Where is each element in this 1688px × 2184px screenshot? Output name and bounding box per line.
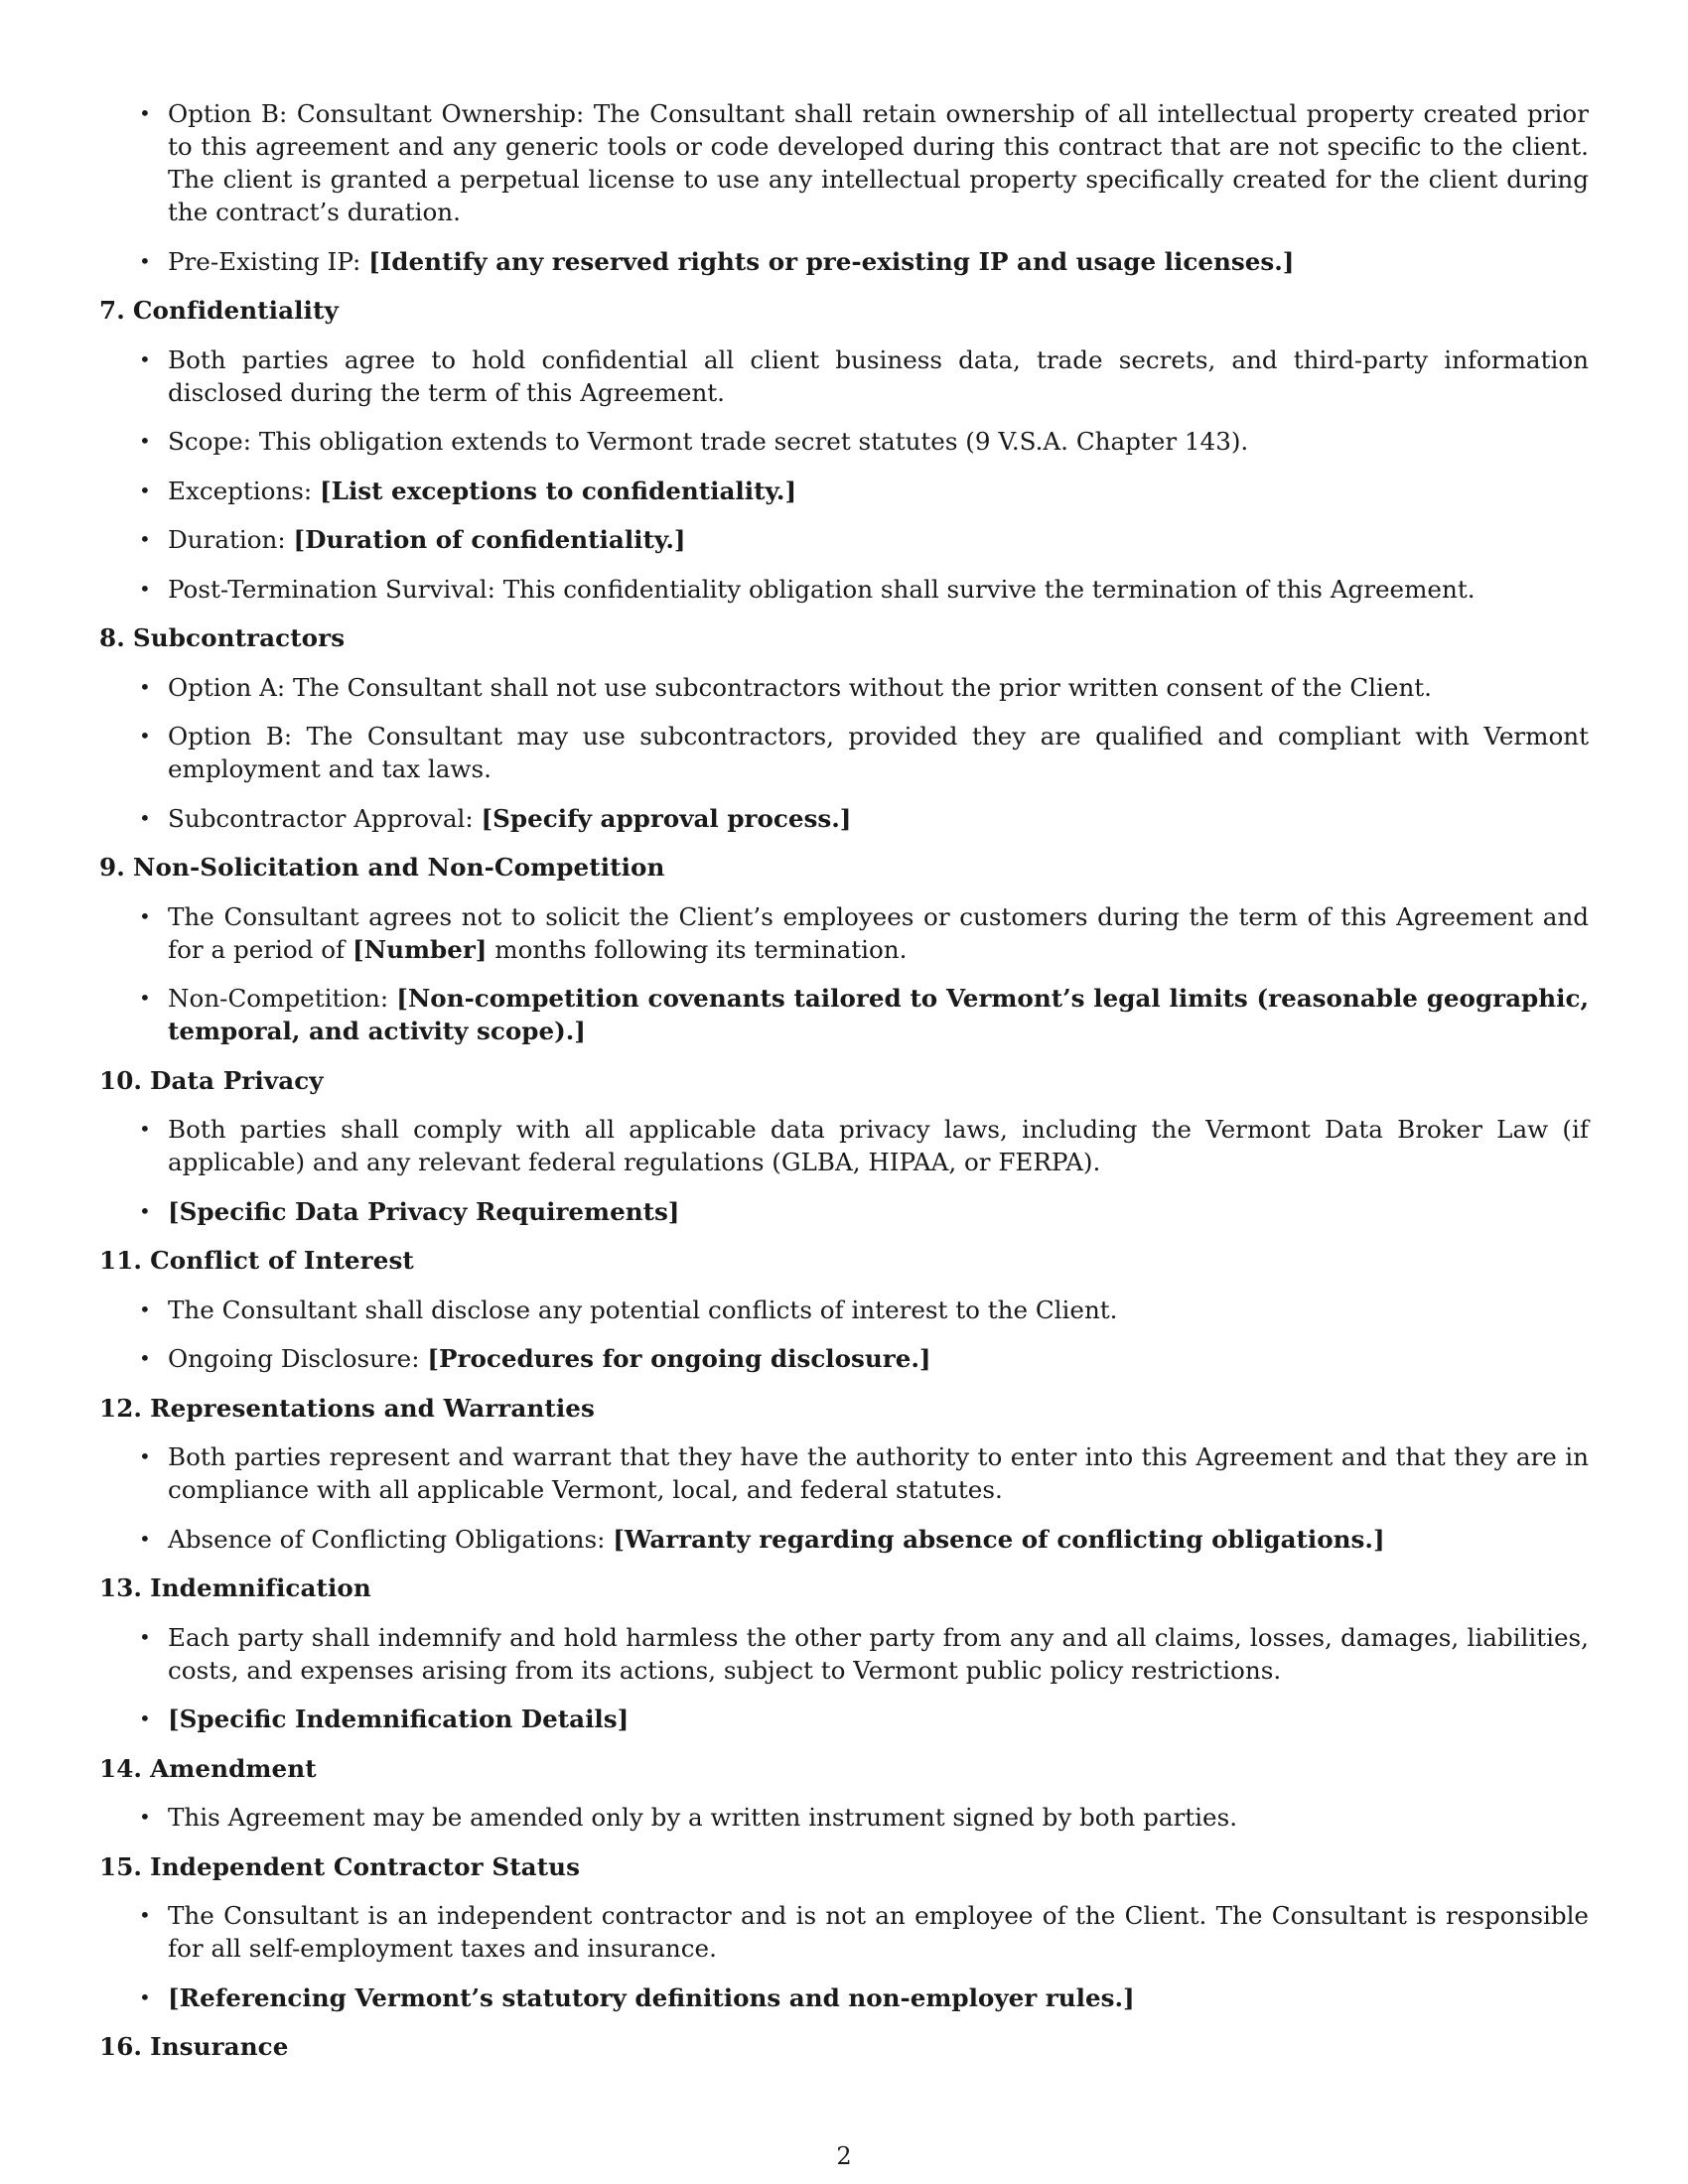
section-number: 11. [99, 1246, 143, 1275]
list-item [99, 343, 1589, 409]
continued-ip-list [99, 97, 1589, 278]
list-item [99, 1195, 1589, 1228]
item-text: Non-Competition: [168, 984, 397, 1013]
placeholder-text: [Specific Indemnification Details] [168, 1705, 630, 1733]
section-title: Amendment [150, 1753, 317, 1783]
list-item [99, 573, 1589, 606]
section-number: 13. [99, 1573, 143, 1602]
section-list [99, 1621, 1589, 1736]
list-item [99, 671, 1589, 704]
item-text: Each party shall indemnify and hold harmless the other party from any and all claims, losses, damages, liabilities, costs, and expenses arising from its actions, subject to Vermont public policy restrictions. [168, 1622, 1589, 1685]
section-heading [99, 1064, 1589, 1097]
section-heading [99, 1244, 1589, 1277]
list-item [99, 1981, 1589, 2014]
list-item [99, 1113, 1589, 1178]
placeholder-text: [List exceptions to confidentiality.] [320, 476, 797, 505]
item-text: Pre-Existing IP: [168, 246, 369, 276]
section-heading [99, 1392, 1589, 1425]
list-item [99, 1801, 1589, 1834]
section [99, 2030, 1589, 2063]
section-title: Conflict of Interest [150, 1246, 414, 1275]
placeholder-text: [Procedures for ongoing disclosure.] [427, 1344, 931, 1373]
section-list [99, 671, 1589, 835]
item-text: Absence of Conflicting Obligations: [168, 1524, 614, 1554]
list-item [99, 1523, 1589, 1556]
item-text: The Consultant is an independent contractor and is not an employee of the Client. The Consultant is responsible for all self-employment taxes and insurance. [168, 1901, 1589, 1963]
section-number: 15. [99, 1851, 143, 1881]
list-item [99, 245, 1589, 278]
section-list [99, 900, 1589, 1048]
item-text: Ongoing Disclosure: [168, 1344, 428, 1373]
list-item [99, 1703, 1589, 1735]
section-number: 16. [99, 2032, 143, 2061]
section-title: Representations and Warranties [150, 1393, 595, 1423]
item-text: Option B: The Consultant may use subcontractors, provided they are qualified and compliant with Vermont employment and tax laws. [168, 722, 1589, 783]
section-title: Independent Contractor Status [150, 1851, 581, 1881]
placeholder-text: [Referencing Vermont’s statutory definitions and non-employer rules.] [168, 1982, 1135, 2012]
section-title: Subcontractors [132, 623, 346, 652]
section-number: 14. [99, 1753, 143, 1783]
list-item [99, 1342, 1589, 1375]
item-text: Option A: The Consultant shall not use subcontractors without the prior written consent of the Client. [168, 672, 1432, 702]
section-heading [99, 294, 1589, 327]
list-item [99, 1899, 1589, 1965]
section-heading [99, 621, 1589, 654]
placeholder-text: [Number] [352, 934, 488, 964]
item-text: This Agreement may be amended only by a written instrument signed by both parties. [168, 1803, 1238, 1832]
placeholder-text: [Specific Data Privacy Requirements] [168, 1196, 680, 1226]
section [99, 1571, 1589, 1735]
list-item [99, 1440, 1589, 1506]
section [99, 294, 1589, 606]
sections [99, 294, 1589, 2063]
list-item [99, 802, 1589, 835]
section-heading [99, 1752, 1589, 1785]
item-text: Option B: Consultant Ownership: The Consultant shall retain ownership of all intellectual property created prior to this agreement and any generic tools or code developed during this contract that are not specific to the client. The client is granted a perpetual license to use any intellectual property specifically created for the client during the contract’s duration. [168, 99, 1589, 226]
item-text: The Consultant shall disclose any potential conflicts of interest to the Client. [168, 1295, 1118, 1324]
item-text: Scope: This obligation extends to Vermont trade secret statutes (9 V.S.A. Chapter 143). [168, 427, 1249, 456]
list-item [99, 523, 1589, 556]
list-item [99, 900, 1589, 966]
section-heading [99, 851, 1589, 884]
section-list [99, 1294, 1589, 1376]
section-number: 7. [99, 296, 125, 325]
item-text-after: months following its termination. [487, 934, 908, 964]
section-heading [99, 1571, 1589, 1604]
list-item [99, 1294, 1589, 1326]
section-title: Confidentiality [132, 296, 339, 325]
section-title: Indemnification [150, 1573, 371, 1602]
section-heading [99, 2030, 1589, 2063]
section [99, 1064, 1589, 1228]
placeholder-text: [Specify approval process.] [481, 803, 852, 833]
section-list [99, 1801, 1589, 1834]
section [99, 851, 1589, 1047]
item-text: Post-Termination Survival: This confidentiality obligation shall survive the termination of this Agreement. [168, 574, 1476, 604]
section-number: 12. [99, 1393, 143, 1423]
item-text: Both parties agree to hold confidential all client business data, trade secrets, and third-party information disclosed during the term of this Agreement. [168, 344, 1589, 407]
document-body [99, 97, 1589, 2080]
section-title: Insurance [150, 2032, 289, 2061]
section-list [99, 1899, 1589, 2014]
list-item [99, 720, 1589, 785]
placeholder-text: [Non-competition covenants tailored to Vermont’s legal limits (reasonable geographic, temporal, and activity scope).] [168, 984, 1590, 1045]
list-item [99, 475, 1589, 507]
section-list [99, 1113, 1589, 1228]
section-heading [99, 1850, 1589, 1883]
section [99, 1244, 1589, 1375]
item-text: Both parties represent and warrant that they have the authority to enter into this Agreement and that they are in compliance with all applicable Vermont, local, and federal statutes. [168, 1442, 1589, 1504]
section-number: 10. [99, 1065, 143, 1095]
section [99, 1752, 1589, 1835]
item-text: Both parties shall comply with all applicable data privacy laws, including the Vermont Data Broker Law (if applicable) and any relevant federal regulations (GLBA, HIPAA, or FERPA). [168, 1115, 1589, 1176]
section-list [99, 1440, 1589, 1556]
section-number: 8. [99, 623, 125, 652]
placeholder-text: [Identify any reserved rights or pre-existing IP and usage licenses.] [368, 246, 1295, 276]
list-item [99, 982, 1589, 1047]
section-number: 9. [99, 853, 125, 882]
section-title: Data Privacy [150, 1065, 324, 1095]
item-text: Exceptions: [168, 476, 321, 505]
placeholder-text: [Warranty regarding absence of conflicting obligations.] [613, 1524, 1385, 1554]
list-item [99, 425, 1589, 458]
placeholder-text: [Duration of confidentiality.] [293, 525, 686, 554]
list-item [99, 1621, 1589, 1687]
section-list [99, 343, 1589, 606]
item-text: Subcontractor Approval: [168, 803, 482, 833]
section [99, 1850, 1589, 2014]
list-item [99, 97, 1589, 228]
page-number: 2 [836, 2142, 852, 2170]
section [99, 621, 1589, 835]
item-text: The Consultant agrees not to solicit the Client’s employees or customers during the term of this Agreement and for a period of [168, 901, 1589, 964]
item-text: Duration: [168, 525, 294, 554]
section-title: Non-Solicitation and Non-Competition [132, 853, 665, 882]
section [99, 1392, 1589, 1556]
